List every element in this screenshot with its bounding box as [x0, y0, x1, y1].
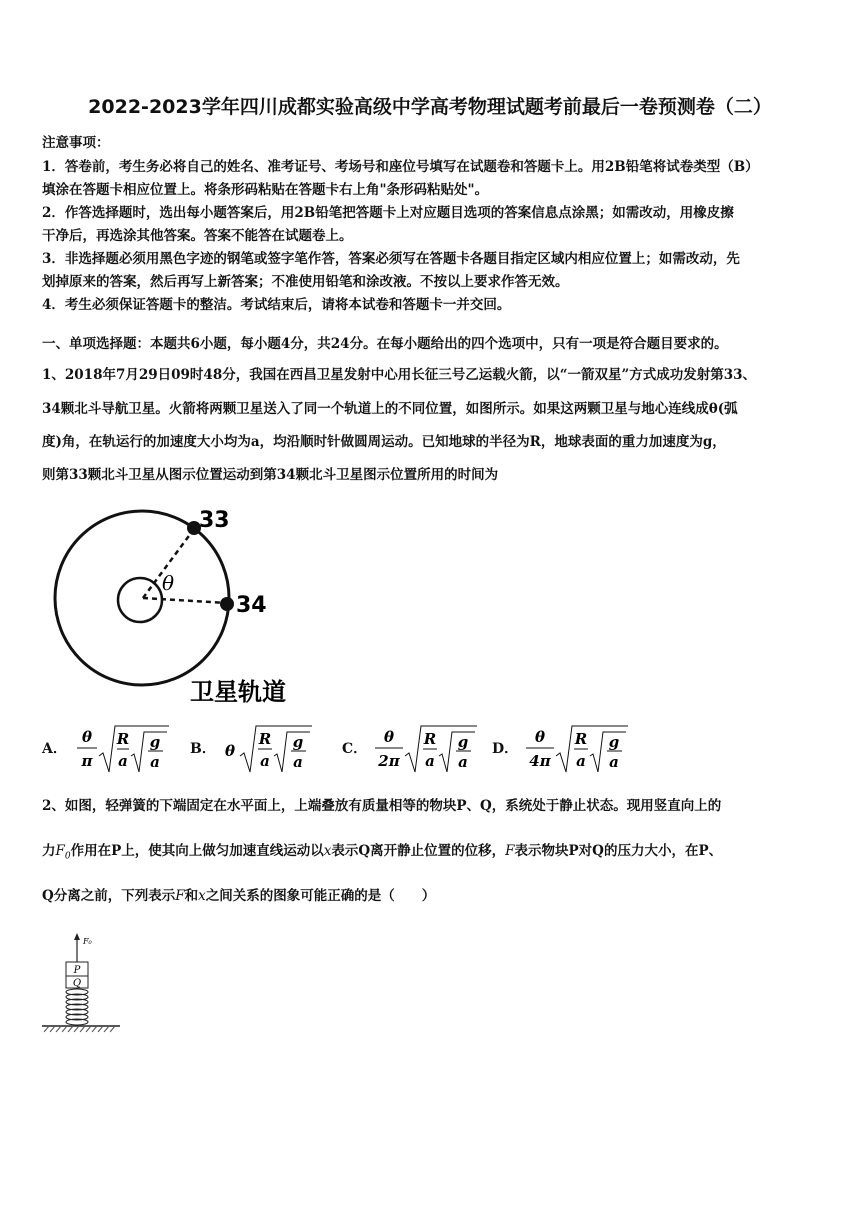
question-1-text: 则第33颗北斗卫星从图示位置运动到第34颗北斗卫星图示位置所用的时间为 — [42, 467, 499, 483]
line-to-34 — [143, 598, 227, 603]
notice-line: 4．考生必须保证答题卡的整洁。考试结束后，请将本试卷和答题卡一并交回。 — [42, 297, 511, 313]
ground-hatch — [44, 1026, 115, 1032]
f0-label: F₀ — [83, 937, 92, 946]
option-a[interactable] — [42, 720, 171, 776]
option-b[interactable] — [190, 720, 316, 776]
coef-theta: θ — [384, 728, 395, 746]
formula-a — [71, 720, 171, 776]
den-a: a — [458, 753, 469, 771]
question-2-text: 2、如图，轻弹簧的下端固定在水平面上，上端叠放有质量相等的物块P、Q，系统处于静止状态。现用竖直向上的 — [42, 798, 722, 814]
coef-theta: θ — [224, 742, 235, 760]
notice-line: 1．答卷前，考生务必将自己的姓名、准考证号、考场号和座位号填写在试题卷和答题卡上。用2B铅笔将试卷类型（B） — [42, 159, 759, 175]
notice-line: 填涂在答题卡相应位置上。将条形码粘贴在答题卡右上角"条形码粘贴处"。 — [42, 182, 489, 198]
symbol-x: x — [198, 888, 206, 904]
num-g: g — [292, 733, 304, 751]
text-segment: Q分离之前，下列表示 — [42, 888, 176, 904]
den-a: a — [118, 752, 128, 770]
spring-block-figure — [40, 930, 126, 1036]
theta-label: θ — [162, 571, 175, 595]
num-g: g — [149, 733, 161, 751]
notice-heading: 注意事项： — [42, 135, 110, 151]
option-letter: D． — [492, 741, 519, 757]
den-a: a — [609, 753, 620, 771]
den-4pi: 4π — [529, 752, 551, 770]
num-g: g — [457, 733, 469, 751]
question-2-text — [42, 884, 435, 904]
num-r: R — [423, 730, 437, 748]
den-a: a — [425, 752, 436, 770]
orbit-caption: 卫星轨道 — [190, 678, 286, 706]
num-r: R — [116, 730, 130, 748]
question-1-text: 34颗北斗导航卫星。火箭将两颗卫星送入了同一个轨道上的不同位置，如图所示。如果这两颗卫星与地心连线成θ(弧 — [42, 401, 738, 417]
text-segment: 之间关系的图象可能正确的是（ ） — [205, 888, 436, 904]
label-33: 33 — [199, 508, 230, 533]
coef-theta: θ — [81, 728, 92, 746]
num-r: R — [258, 730, 272, 748]
symbol-f: F — [175, 888, 185, 904]
satellite-orbit-figure — [40, 500, 320, 715]
den-a: a — [576, 752, 587, 770]
question-2-text — [42, 839, 722, 862]
notice-line: 划掉原来的答案，然后再写上新答案；不准使用铅笔和涂改液。不按以上要求作答无效。 — [42, 274, 569, 290]
option-letter: B． — [190, 741, 216, 757]
text-segment: 和 — [184, 888, 199, 904]
den-a: a — [259, 752, 270, 770]
text-segment: 作用在P上，使其向上做匀加速直线运动以 — [70, 843, 324, 859]
symbol-x: x — [323, 843, 332, 859]
option-c[interactable] — [342, 720, 481, 776]
spring — [66, 989, 88, 1025]
option-letter: C． — [342, 741, 368, 757]
section-heading: 一、单项选择题：本题共6小题，每小题4分，共24分。在每小题给出的四个选项中，只有一项是符合题目要求的。 — [42, 336, 728, 352]
den-2pi: 2π — [378, 752, 400, 770]
formula-b — [220, 720, 316, 776]
coef-theta: θ — [535, 728, 546, 746]
question-1-text: 度)角，在轨运行的加速度大小均为a，均沿顺时针做圆周运动。已知地球的半径为R，地球表面的重力加速度为g， — [42, 434, 726, 450]
text-segment: 力 — [42, 843, 56, 859]
question-1-text: 1、2018年7月29日09时48分，我国在西昌卫星发射中心用长征三号乙运载火箭，以“一箭双星”方式成功发射第33、 — [42, 367, 757, 383]
den-a: a — [150, 753, 160, 771]
option-d[interactable] — [492, 720, 636, 776]
satellite-34 — [220, 597, 234, 611]
earth-circle — [118, 578, 162, 622]
q-label: Q — [72, 978, 82, 989]
text-segment: 表示Q离开静止位置的位移， — [331, 843, 506, 859]
symbol-f: F — [505, 843, 515, 859]
text-segment: 表示物块P对Q的压力大小，在P、 — [514, 843, 723, 859]
formula-c — [371, 720, 481, 776]
exam-title: 2022-2023学年四川成都实验高级中学高考物理试题考前最后一卷预测卷（二） — [88, 96, 772, 118]
den-a: a — [292, 753, 303, 771]
notice-line: 3．非选择题必须用黑色字迹的钢笔或签字笔作答，答案必须写在答题卡各题目指定区域内相应位置上；如需改动，先 — [42, 251, 740, 267]
notice-line: 干净后，再选涂其他答案。答案不能答在试题卷上。 — [42, 228, 353, 244]
notice-line: 2．作答选择题时，选出每小题答案后，用2B铅笔把答题卡上对应题目选项的答案信息点涂黑；如需改动，用橡皮擦 — [42, 205, 734, 221]
symbol-f0: $F_0$ — [55, 843, 71, 862]
num-r: R — [574, 730, 588, 748]
p-label: P — [73, 965, 81, 976]
label-34: 34 — [236, 593, 267, 618]
den-pi: π — [81, 752, 93, 770]
arrow-head — [74, 933, 80, 940]
formula-d — [522, 720, 636, 776]
orbit-circle — [55, 511, 229, 685]
num-g: g — [608, 733, 620, 751]
option-letter: A． — [42, 741, 67, 757]
